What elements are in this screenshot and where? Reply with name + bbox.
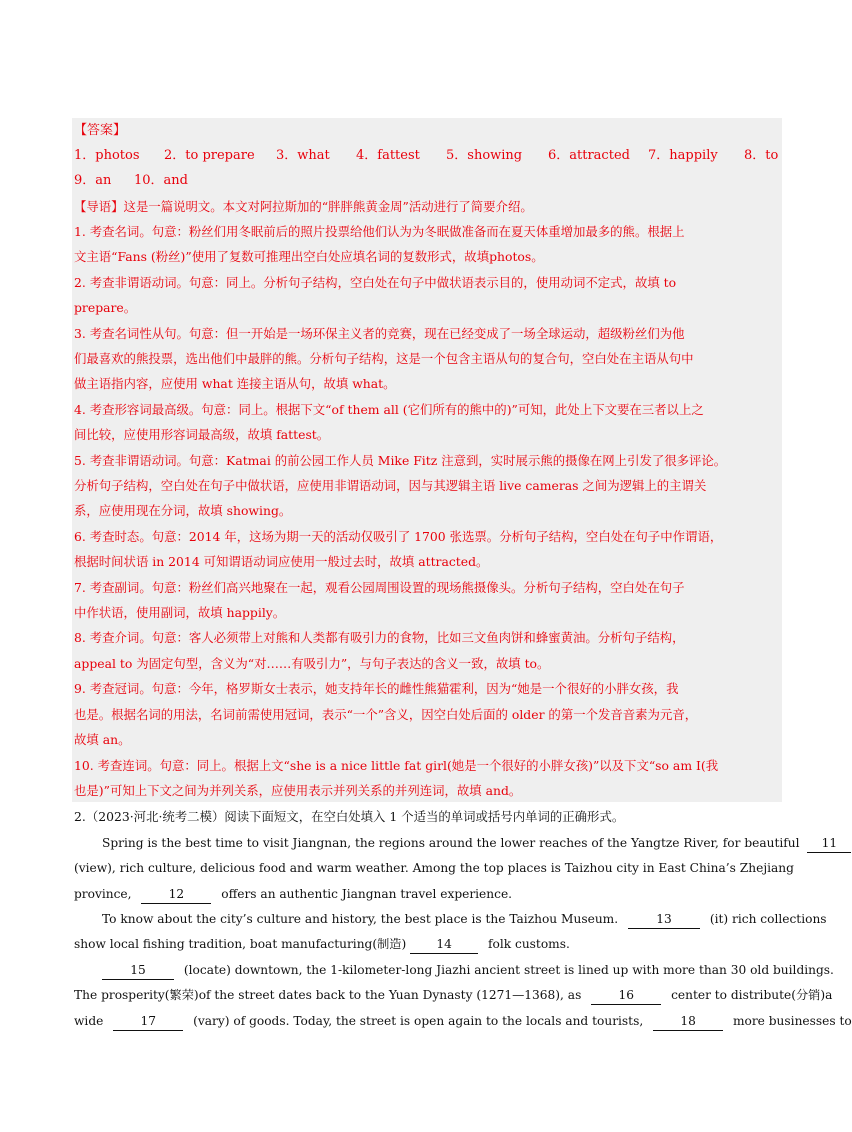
blank-15[interactable]: 15 [102,961,174,980]
answer-item: 7．happily [648,148,718,163]
explanation-line: 也是)”可知上下文之间为并列关系，应使用表示并列关系的并列连词，故填 and。 [74,783,522,798]
passage-text: center to distribute(分销)a [671,988,833,1002]
explanation-line: 4. 考查形容词最高级。句意：同上。根据下文“of them all (它们所有的熊中的)”可知，此处上下文要在三者以上之 [74,402,704,417]
answer-item: 8．to [744,148,779,163]
answer-item: 2．to prepare [164,148,255,163]
explanation-line: 8. 考查介词。句意：客人必须带上对熊和人类都有吸引力的食物，比如三文鱼肉饼和蜂蜜黄油。分析句子结构， [74,630,685,645]
answer-item: 6．attracted [548,148,630,163]
passage-line [102,834,851,853]
question-2-intro: 2.（2023·河北·统考二模）阅读下面短文，在空白处填入 1 个适当的单词或括号内单词的正确形式。 [74,809,625,824]
passage-line [102,961,834,980]
explanation-line: 【导语】这是一篇说明文。本文对阿拉斯加的“胖胖熊黄金周”活动进行了简要介绍。 [74,199,533,214]
blank-14[interactable]: 14 [410,935,478,954]
explanation-line: 也是。根据名词的用法，名词前需使用冠词，表示“一个”含义，因空白处后面的 older 的第一个发音音素为元音， [74,707,698,722]
passage-line [74,986,832,1005]
passage-line [74,885,512,904]
passage-text: (vary) of goods. Today, the street is open again to the locals and tourists, [193,1014,644,1028]
passage-line [102,910,827,929]
passage-text: Spring is the best time to visit Jiangnan, the regions around the lower reaches of the Yangtze River, for beautiful [102,836,800,850]
blank-13[interactable]: 13 [628,910,700,929]
explanation-line: 间比较，应使用形容词最高级，故填 fattest。 [74,427,330,442]
passage-text: offers an authentic Jiangnan travel experience. [221,887,513,901]
explanation-line: appeal to 为固定句型，含义为“对……有吸引力”，与句子表达的含义一致，故填 to。 [74,656,550,671]
passage-line [74,1012,852,1031]
answer-item: 3．what [276,148,330,163]
explanation-line: 6. 考查时态。句意：2014 年，这场为期一天的活动仅吸引了 1700 张选票。分析句子结构，空白处在句子中作谓语， [74,529,723,544]
explanation-line: 7. 考查副词。句意：粉丝们高兴地聚在一起，观看公园周围设置的现场熊摄像头。分析句子结构，空白处在句子 [74,580,685,595]
answer-item: 1．photos [74,148,140,163]
explanation-line: 系，应使用现在分词，故填 showing。 [74,503,292,518]
passage-text: more businesses to [732,1014,852,1028]
explanation-line: 1. 考查名词。句意：粉丝们用冬眠前后的照片投票给他们认为为冬眠做准备而在夏天体重增加最多的熊。根据上 [74,224,685,239]
explanation-line: 文主语“Fans (粉丝)”使用了复数可推理出空白处应填名词的复数形式，故填photos。 [74,249,544,264]
explanation-line: 故填 an。 [74,732,131,747]
passage-line: (view), rich culture, delicious food and warm weather. Among the top places is Taizhou city in East China’s Zhejiang [74,861,794,875]
passage-line [74,935,570,954]
explanation-line: 9. 考查冠词。句意：今年，格罗斯女士表示，她支持年长的雌性熊猫霍利，因为“她是一个很好的小胖女孩，我 [74,681,679,696]
explanation-line: 中作状语，使用副词，故填 happily。 [74,605,286,620]
answer-item: 10．and [134,173,188,188]
blank-17[interactable]: 17 [113,1012,183,1031]
passage-text: folk customs. [487,937,570,951]
explanation-line: prepare。 [74,300,137,315]
passage-text: wide [74,1014,104,1028]
explanation-line: 做主语指内容，应使用 what 连接主语从句，故填 what。 [74,376,396,391]
explanation-line: 根据时间状语 in 2014 可知谓语动词应使用一般过去时，故填 attracted。 [74,554,489,569]
passage-text: (it) rich collections [709,912,827,926]
passage-text: To know about the city’s culture and history, the best place is the Taizhou Museum. [102,912,619,926]
passage-text: province, [74,887,132,901]
passage-text: The prosperity(繁荣)of the street dates back to the Yuan Dynasty (1271—1368), as [74,988,582,1002]
blank-12[interactable]: 12 [141,885,211,904]
explanation-line: 5. 考查非谓语动词。句意：Katmai 的前公园工作人员 Mike Fitz 注意到，实时展示熊的摄像在网上引发了很多评论。 [74,453,727,468]
answer-header: 【答案】 [74,123,127,138]
answer-item: 9．an [74,173,112,188]
explanation-line: 2. 考查非谓语动词。句意：同上。分析句子结构，空白处在句子中做状语表示目的，使用动词不定式，故填 to [74,275,677,290]
answer-item: 5．showing [446,148,523,163]
explanation-line: 们最喜欢的熊投票，选出他们中最胖的熊。分析句子结构，这是一个包含主语从句的复合句，空白处在主语从句中 [74,351,694,366]
passage-text: (locate) downtown, the 1-kilometer-long Jiazhi ancient street is lined up with more than 30 old buildings. [183,963,834,977]
blank-18[interactable]: 18 [653,1012,723,1031]
explanation-line: 分析句子结构，空白处在句子中做状语，应使用非谓语动词，因与其逻辑主语 live cameras 之间为逻辑上的主谓关 [74,478,707,493]
answer-item: 4．fattest [356,148,420,163]
passage-text: show local fishing tradition, boat manufacturing(制造) [74,937,407,951]
explanation-line: 3. 考查名词性从句。句意：但一开始是一场环保主义者的竞赛，现在已经变成了一场全球运动，超级粉丝们为他 [74,326,685,341]
blank-16[interactable]: 16 [591,986,661,1005]
blank-11[interactable]: 11 [807,834,851,853]
explanation-line: 10. 考查连词。句意：同上。根据上文“she is a nice little fat girl(她是一个很好的小胖女孩)”以及下文“so am I(我 [74,758,719,773]
